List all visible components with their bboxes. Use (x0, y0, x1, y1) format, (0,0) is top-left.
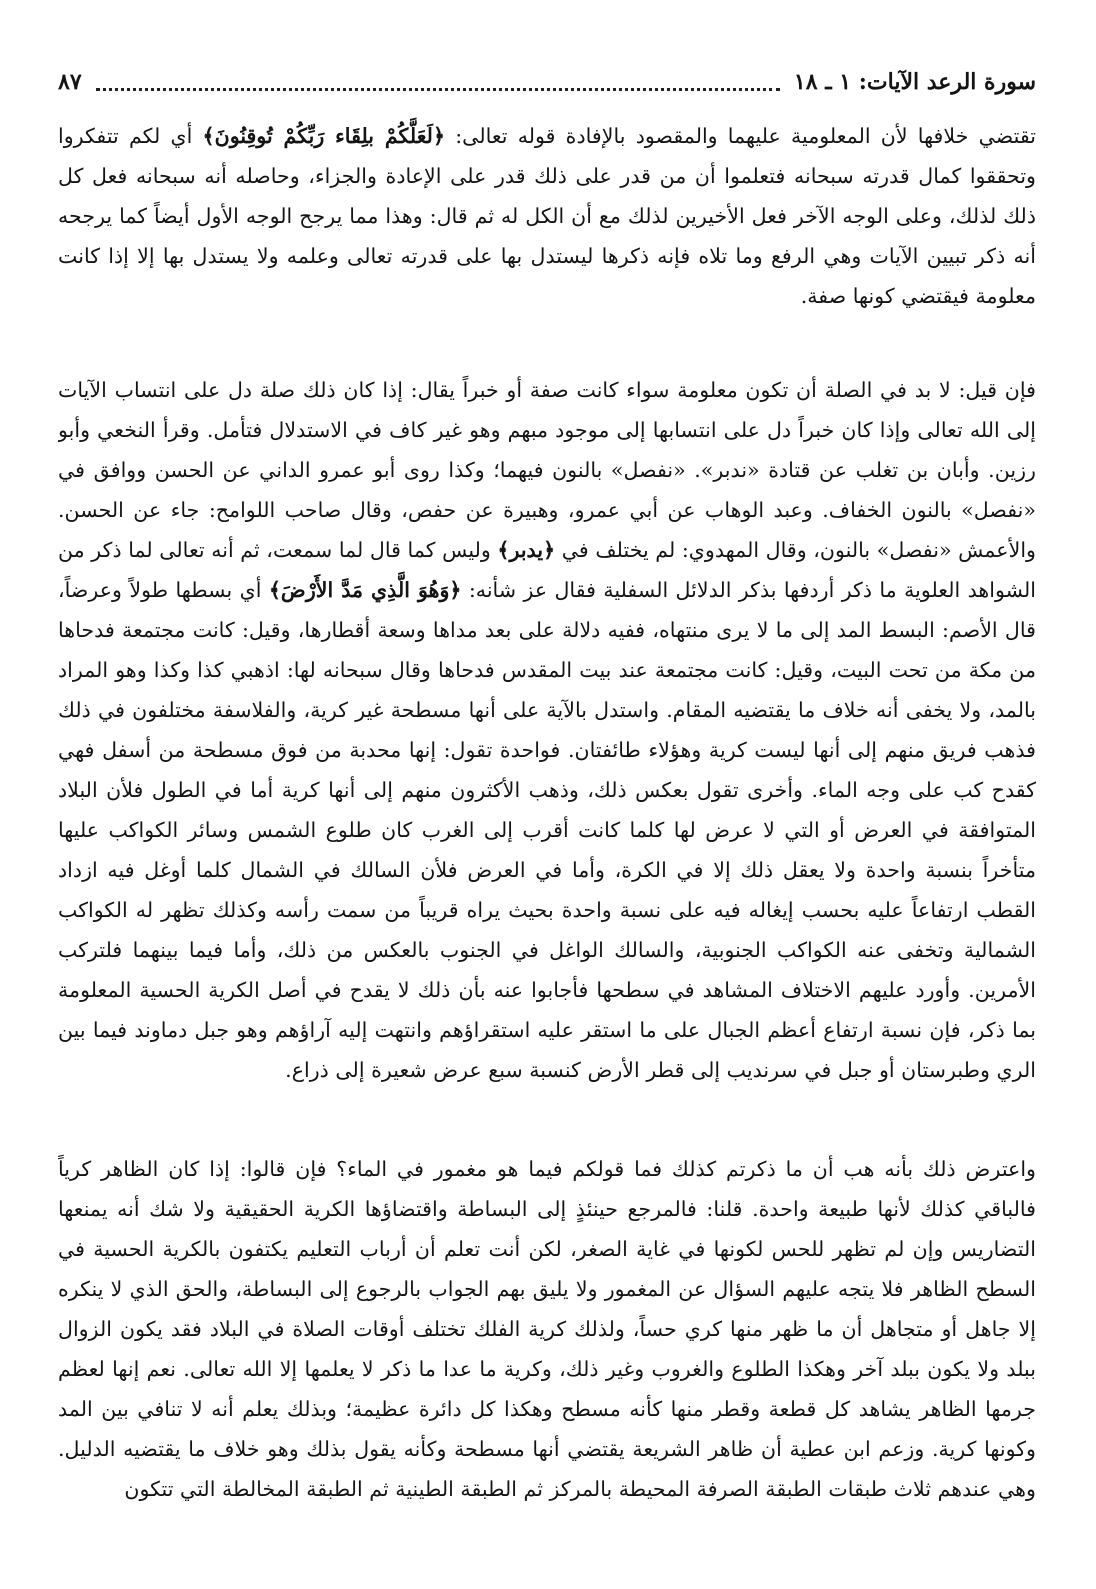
paragraph-1 (58, 116, 1036, 356)
paragraph-2 (58, 370, 1036, 1135)
paragraph-2-text-3: أي بسطها طولاً وعرضاً، قال الأصم: البسط المد إلى ما لا يرى منتهاه، ففيه دلالة على بعد مداها وسعة أقطارها، وقيل: كانت مجتمعة فدحاها من مكة من تحت البيت، وقيل: كانت مجتمعة عند بيت المقدس فدحاها وقال سبحانه لها: اذهبي كذا وكذا وهو المراد بالمد، ولا يخفى أنه خلاف ما يقتضيه المقام. واستدل بالآية على أنها مسطحة غير كرية، والفلاسفة مختلفون في ذلك فذهب فريق منهم إلى أنها ليست كرية وهؤلاء طائفتان. فواحدة تقول: إنها محدبة من فوق مسطحة من أسفل فهي كقدح كب على وجه الماء. وأخرى تقول بعكس ذلك، وذهب الأكثرون منهم إلى أنها كرية أما في الطول فلأن البلاد المتوافقة في العرض أو التي لا عرض لها كلما كانت أقرب إلى الغرب كان طلوع الشمس وسائر الكواكب عليها متأخراً بنسبة واحدة ولا يعقل ذلك إلا في الكرة، وأما في العرض فلأن السالك في الشمال كلما أوغل فيه ازداد القطب ارتفاعاً عليه بحسب إيغاله فيه على نسبة واحدة بحيث يراه قريباً من سمت رأسه وكذلك تظهر له الكواكب الشمالية وتخفى عنه الكواكب الجنوبية، والسالك الواغل في الجنوب بالعكس من ذلك، وأما فيما بينهما فلتركب الأمرين. وأورد عليهم الاختلاف المشاهد في سطحها فأجابوا عنه بأن ذلك لا يقدح في أصل الكرية الحسية المعلومة بما ذكر، فإن نسبة ارتفاع أعظم الجبال على ما استقر عليه استقراؤهم وانتهت إليه آراؤهم وهو جبل دماوند فيما بين الري وطبرستان أو جبل في سرنديب إلى قطر الأرض كنسبة سبع عرض شعيرة إلى ذراع. (58, 578, 1036, 1082)
running-header (58, 62, 1036, 102)
dotted-leader (96, 74, 780, 91)
paragraph-3 (58, 1149, 1036, 1589)
quran-quote-1: ﴿لَعَلَّكُمْ بلِقَاء رَبِّكُمْ تُوقِنُونَ﴾ (202, 124, 446, 148)
quran-quote-3: ﴿وَهُوَ الَّذِي مَدَّ الأَرْضَ﴾ (268, 578, 462, 602)
paragraph-1-text-after: أي لكم تتفكروا وتحققوا كمال قدرته سبحانه فتعلموا أن من قدر على ذلك قدر على الإعادة والجزاء، وحاصله أنه سبحانه فعل كل ذلك لذلك، وعلى الوجه الآخر فعل الأخيرين لذلك مع أن الكل له ثم قال: وهذا مما يرجح الوجه الأول أيضاً كما يرجحه أنه ذكر تبيين الآيات وهي الرفع وما تلاه فإنه ذكرها ليستدل بها على قدرته تعالى وعلمه ولا يستدل بها إلا إذا كانت معلومة فيقتضي كونها صفة. (58, 124, 1036, 308)
paragraph-2-text-1: فإن قيل: لا بد في الصلة أن تكون معلومة سواء كانت صفة أو خبراً يقال: إذا كان ذلك صلة دل على انتساب الآيات إلى الله تعالى وإذا كان خبراً دل على انتسابها إلى موجود مبهم وهو غير كاف في الاستدلال فتأمل. وقرأ النخعي وأبو رزين. وأبان بن تغلب عن قتادة «ندبر». «نفصل» بالنون فيهما؛ وكذا روى أبو عمرو الداني عن الحسن ووافق في «نفصل» بالنون الخفاف. وعبد الوهاب عن أبي عمرو، وهبيرة عن حفص، وقال صاحب اللوامح: جاء عن الحسن. والأعمش «نفصل» بالنون، وقال المهدوي: لم يختلف في (58, 378, 1036, 562)
surah-range-title: سورة الرعد الآيات: ١ ـ ١٨ (793, 69, 1036, 95)
paragraph-2-text-2: وليس كما قال لما سمعت، ثم أنه تعالى لما ذكر من الشواهد العلوية ما ذكر أردفها بذكر الدلائل السفلية فقال عز شأنه: (58, 538, 1036, 602)
page-number: ٨٧ (58, 69, 82, 95)
paragraph-1-text-before: تقتضي خلافها لأن المعلومية عليهما والمقصود بالإفادة قوله تعالى: (445, 124, 1036, 148)
paragraph-3-text: واعترض ذلك بأنه هب أن ما ذكرتم كذلك فما قولكم فيما هو مغمور في الماء؟ فإن قالوا: إذا كان الظاهر كرياً فالباقي كذلك لأنها طبيعة واحدة. قلنا: فالمرجع حينئذٍ إلى البساطة واقتضاؤها الكرية الحقيقية ولا شك أنه يمنعها التضاريس وإن لم تظهر للحس لكونها في غاية الصغر، لكن أنت تعلم أن أرباب التعليم يكتفون بالكرية الحسية في السطح الظاهر فلا يتجه عليهم السؤال عن المغمور ولا يليق بهم الجواب بالرجوع إلى البساطة، والحق الذي لا ينكره إلا جاهل أو متجاهل أن ما ظهر منها كري حساً، ولذلك كرية الفلك تختلف أوقات الصلاة في البلاد فقد يكون الزوال ببلد ولا يكون ببلد آخر وهكذا الطلوع والغروب وغير ذلك، وكرية ما عدا ما ذكر لا يعلمها إلا الله تعالى. نعم إنها لعظم جرمها الظاهر يشاهد كل قطعة وقطر منها كأنه مسطح وهكذا كل دائرة عظيمة؛ وبذلك يعلم أنه لا تنافي بين المد وكونها كرية. وزعم ابن عطية أن ظاهر الشريعة يقتضي أنها مسطحة وكأنه يقول بذلك وهو خلاف ما يقتضيه الدليل. وهي عندهم ثلاث طبقات الطبقة الصرفة المحيطة بالمركز ثم الطبقة الطينية ثم الطبقة المخالطة التي تتكون (58, 1157, 1036, 1501)
quran-quote-2: ﴿يدبر﴾ (497, 538, 556, 562)
